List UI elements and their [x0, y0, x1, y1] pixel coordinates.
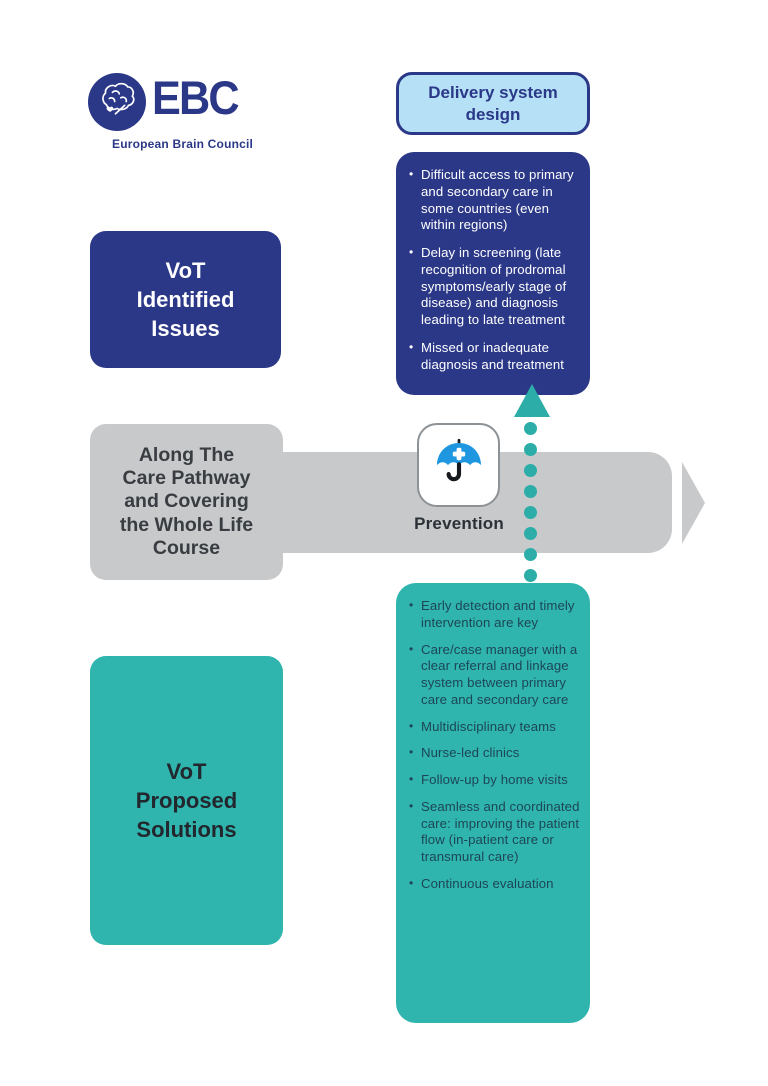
- up-arrow-icon: [514, 384, 550, 417]
- prevention-stage-card: [417, 423, 500, 507]
- pathway-line: Course: [152, 537, 221, 560]
- solutions-bullet: • Seamless and coordinated care: improving the patient flow (in-patient care or transmural care): [408, 799, 582, 866]
- brain-icon: [94, 77, 140, 128]
- solutions-bullet: • Continuous evaluation: [408, 876, 582, 893]
- solutions-bullet: • Follow-up by home visits: [408, 772, 582, 789]
- pathway-line: Care Pathway: [122, 466, 251, 489]
- category-header-label: Delivery system design: [428, 83, 558, 124]
- solutions-panel: [396, 583, 590, 1023]
- vot-issues-line: VoT: [165, 257, 206, 283]
- issues-bullet: • Difficult access to primary and secondary care in some countries (even within regions): [408, 167, 582, 234]
- issues-bullet: • Delay in screening (late recognition of prodromal symptoms/early stage of disease) and diagnosis leading to late treatment: [408, 245, 582, 329]
- issues-bullet: • Missed or inadequate diagnosis and treatment: [408, 340, 582, 374]
- dotted-connector-line: [524, 422, 537, 582]
- ebc-full-name: European Brain Council: [112, 137, 254, 151]
- vot-identified-issues-box: [90, 231, 281, 368]
- pathway-line: and Covering: [124, 490, 249, 513]
- vot-issues-line: Identified: [136, 286, 235, 312]
- solutions-bullet: • Care/case manager with a clear referral and linkage system between primary care and secondary care: [408, 642, 582, 709]
- right-arrow-icon: [682, 462, 705, 544]
- ebc-wordmark: EBC: [152, 71, 238, 124]
- solutions-bullet: • Nurse-led clinics: [408, 745, 582, 762]
- brain-logo-circle: [88, 73, 146, 131]
- ebc-logo: [88, 70, 288, 160]
- solutions-bullet-list: [396, 583, 590, 893]
- solutions-bullet: • Early detection and timely intervention are key: [408, 598, 582, 632]
- umbrella-medical-icon: [430, 434, 488, 497]
- vot-solutions-line: Proposed: [135, 787, 238, 813]
- vot-solutions-line: Solutions: [136, 817, 237, 843]
- vot-solutions-line: VoT: [166, 758, 207, 784]
- pathway-line: Along The: [138, 443, 235, 466]
- solutions-bullet: • Multidisciplinary teams: [408, 719, 582, 736]
- pathway-line: the Whole Life: [119, 513, 254, 536]
- issues-panel: [396, 152, 590, 395]
- vot-proposed-solutions-box: [90, 656, 283, 945]
- prevention-stage-label: Prevention: [414, 514, 504, 533]
- category-header-delivery-system-design: [396, 72, 590, 135]
- care-pathway-label-box: [90, 424, 283, 580]
- vot-issues-line: Issues: [151, 316, 220, 342]
- issues-bullet-list: [396, 152, 590, 373]
